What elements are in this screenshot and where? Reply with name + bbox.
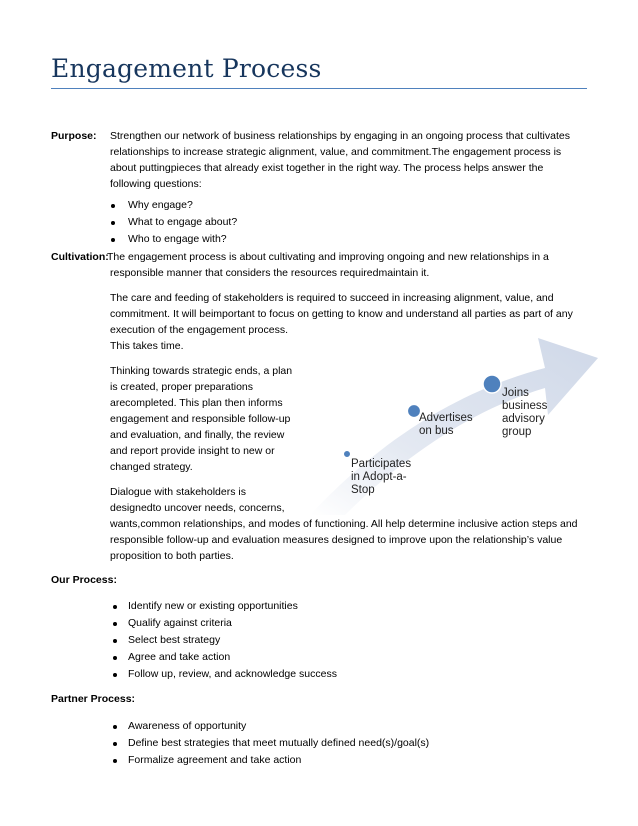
step-marker — [344, 451, 351, 458]
bullet-icon — [113, 725, 117, 729]
cultivation-para4-line: Dialogue with stakeholders is — [110, 486, 246, 498]
cultivation-para2-line: commitment. It will beimportant to focus on getting to know and understand all parties as part of any — [110, 308, 573, 320]
question-item: Why engage? — [128, 199, 193, 211]
our-process-item: Identify new or existing opportunities — [128, 600, 298, 612]
partner-process-item: Define best strategies that meet mutually defined need(s)/goal(s) — [128, 737, 430, 749]
partner-process-item: Formalize agreement and take action — [128, 754, 302, 766]
cultivation-para3-line: changed strategy. — [110, 461, 193, 473]
cultivation-para2-line: This takes time. — [110, 340, 184, 352]
bullet-icon — [113, 639, 117, 643]
cultivation-para4-line: proposition to both parties. — [110, 550, 234, 562]
diagram-step-label: Advertises on bus — [419, 412, 473, 437]
bullet-icon — [113, 742, 117, 746]
question-item: Who to engage with? — [128, 233, 227, 245]
cultivation-para3-line: and report provide insight to new or — [110, 445, 275, 457]
diagram-step-label: Participates in Adopt-a- Stop — [351, 458, 412, 496]
bullet-icon — [113, 656, 117, 660]
bullet-icon — [113, 673, 117, 677]
cultivation-para3-line: Thinking towards strategic ends, a plan — [110, 365, 293, 377]
cultivation-line: responsible manner that considers the resources requiredmaintain it. — [110, 267, 430, 279]
purpose-label: Purpose: — [51, 130, 97, 142]
partner-process-item: Awareness of opportunity — [128, 720, 247, 732]
purpose-line: Strengthen our network of business relationships by engaging in an ongoing process that cultivates — [110, 130, 570, 142]
cultivation-para4-line: wants,common relationships, and modes of functioning. All help determine inclusive action steps and — [110, 518, 578, 530]
diagram-step-label: Joins business advisory group — [502, 387, 548, 438]
cultivation-para4-line: designedto uncover needs, concerns, — [110, 502, 285, 514]
purpose-line: about puttingpieces that already exist together in the right way. The process helps answer the — [110, 162, 544, 174]
cultivation-para3-line: arecompleted. This plan then informs — [110, 397, 283, 409]
our-process-item: Qualify against criteria — [128, 617, 232, 629]
cultivation-para3-line: engagement and responsible follow-up — [110, 413, 291, 425]
cultivation-para2-line: execution of the engagement process. — [110, 324, 289, 336]
our-process-item: Follow up, review, and acknowledge success — [128, 668, 337, 680]
page-title: Engagement Process — [51, 54, 322, 83]
cultivation-para2-line: The care and feeding of stakeholders is required to succeed in increasing alignment, value, and — [110, 292, 554, 304]
bullet-icon — [113, 622, 117, 626]
step-marker — [483, 375, 501, 393]
our-process-item: Select best strategy — [128, 634, 221, 646]
cultivation-para3-line: and evaluation, and finally, the review — [110, 429, 285, 441]
our-process-label: Our Process: — [51, 574, 117, 586]
bullet-icon — [113, 759, 117, 763]
cultivation-para3-line: is created, proper preparations — [110, 381, 253, 393]
partner-process-label: Partner Process: — [51, 693, 136, 705]
bullet-icon — [113, 605, 117, 609]
question-item: What to engage about? — [128, 216, 238, 228]
purpose-line: following questions: — [110, 178, 202, 190]
our-process-item: Agree and take action — [128, 651, 231, 663]
cultivation-line: The engagement process is about cultivating and improving ongoing and new relationships in a — [107, 251, 549, 263]
purpose-line: relationships to increase strategic alignment, value, and commitment.The engagement process is — [110, 146, 562, 158]
cultivation-para4-line: responsible follow-up and evaluation measures designed to improve upon the relationship’s value — [110, 534, 563, 546]
cultivation-label: Cultivation: — [51, 251, 109, 263]
